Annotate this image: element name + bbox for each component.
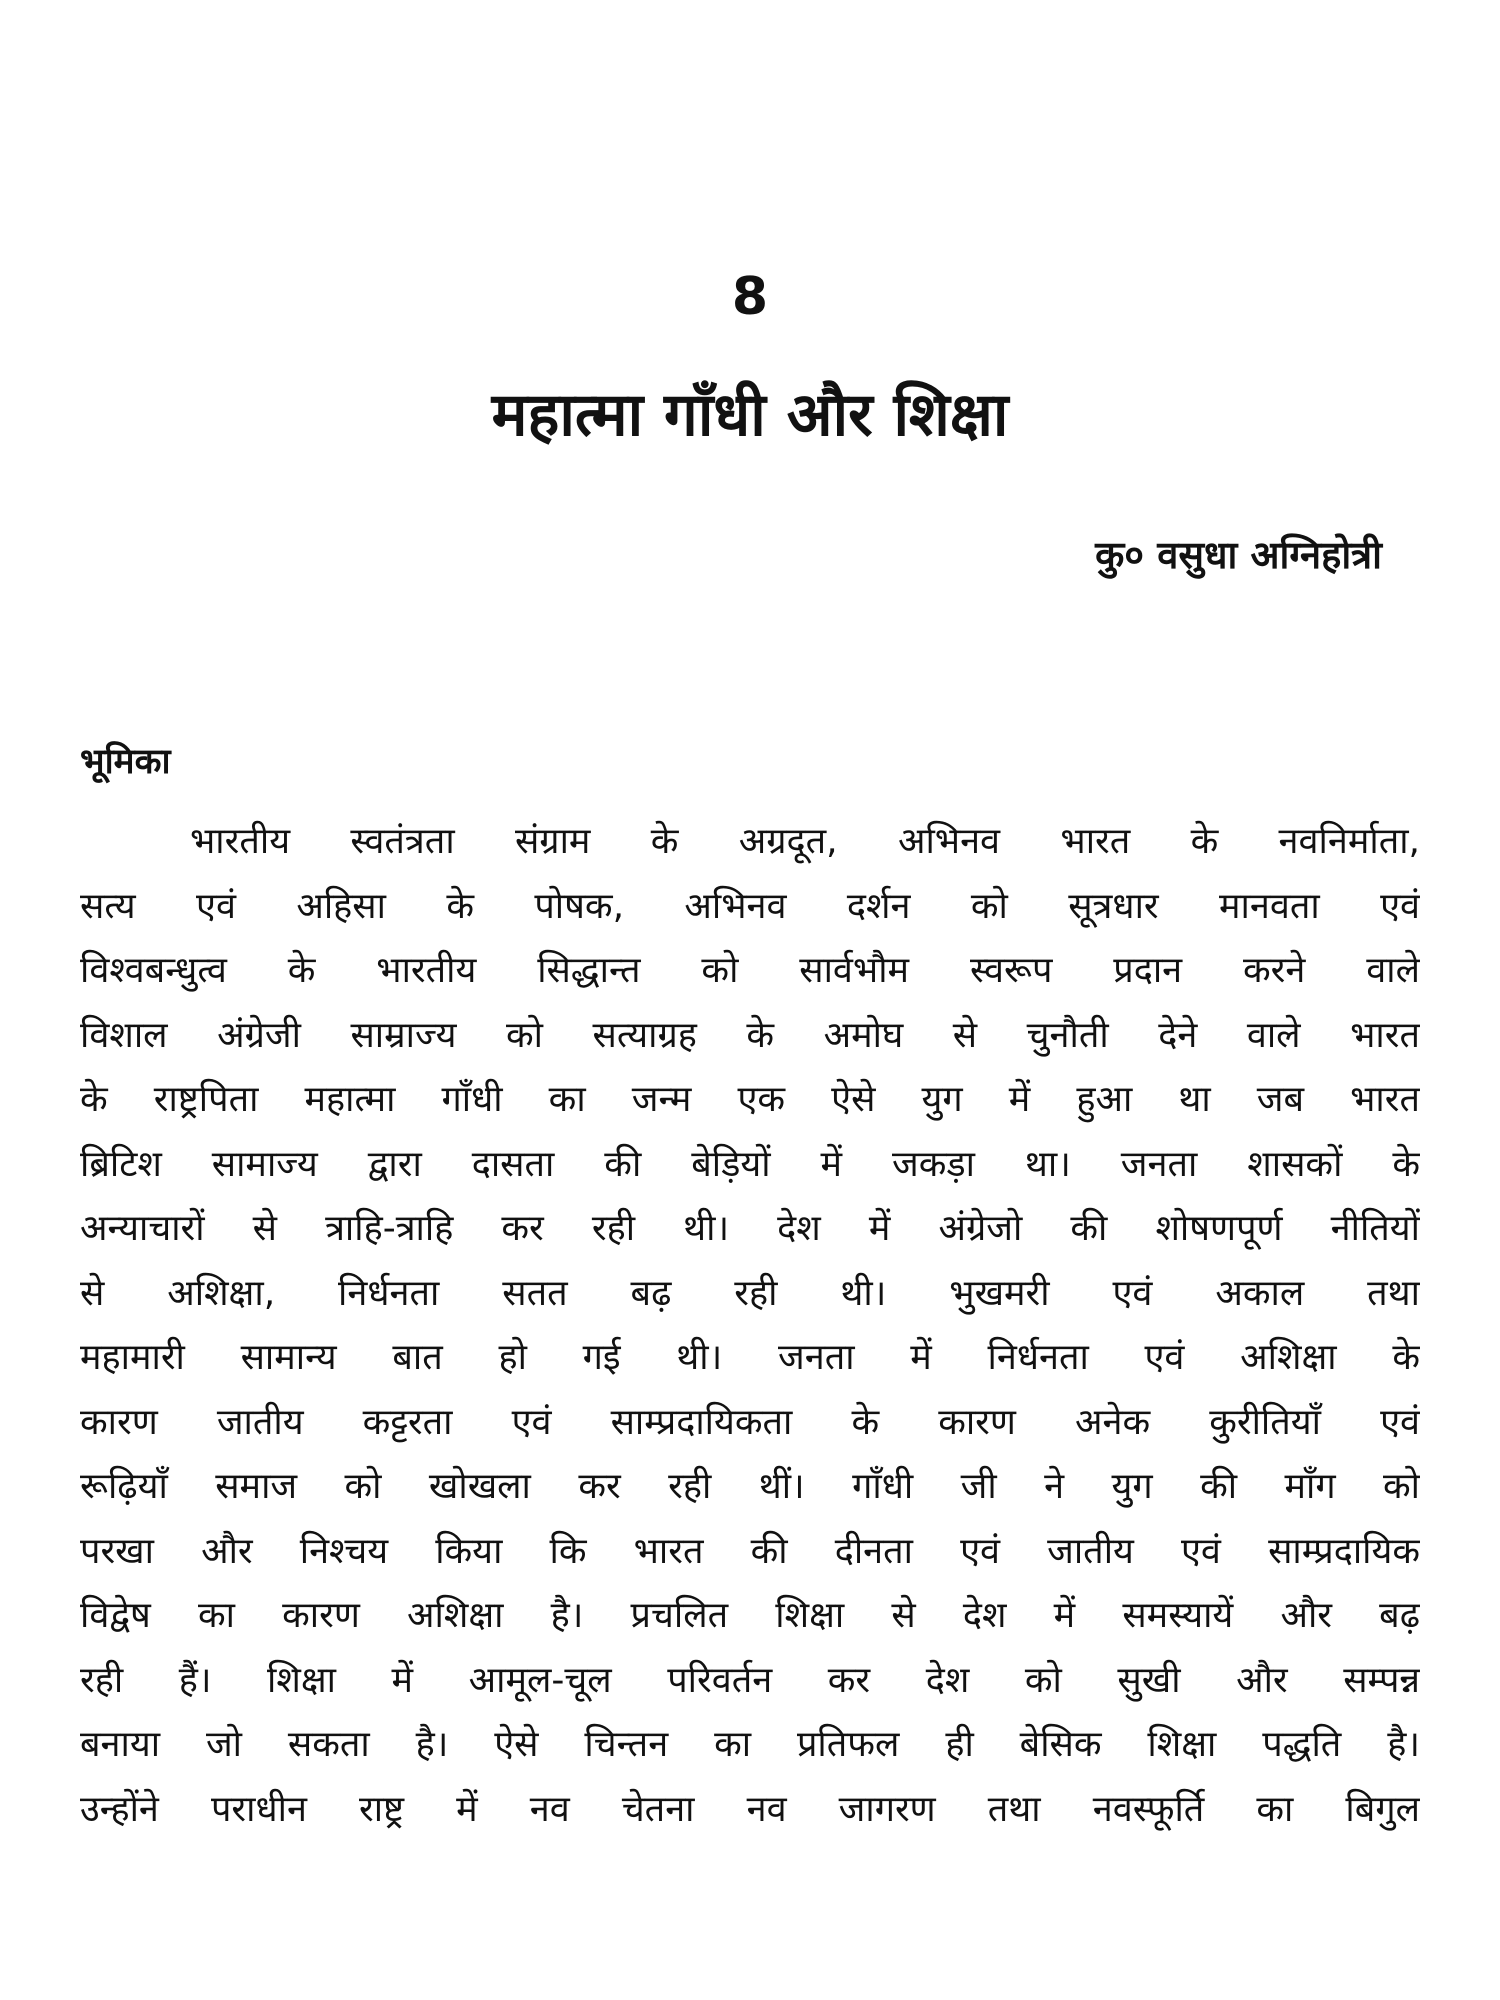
paragraph-line: रही हैं। शिक्षा में आमूल-चूल परिवर्तन कर देश को सुखी और सम्पन्न <box>80 1659 1420 1701</box>
paragraph-line: महामारी सामान्य बात हो गई थी। जनता में निर्धनता एवं अशिक्षा के <box>80 1337 1420 1378</box>
paragraph-line: विद्वेष का कारण अशिक्षा है। प्रचलित शिक्षा से देश में समस्यायें और बढ़ <box>80 1595 1420 1636</box>
paragraph-line: रूढ़ियाँ समाज को खोखला कर रही थीं। गाँधी जी ने युग की माँग को <box>80 1466 1420 1507</box>
paragraph-line: बनाया जो सकता है। ऐसे चिन्तन का प्रतिफल ही बेसिक शिक्षा पद्धति है। <box>80 1724 1420 1765</box>
paragraph-line: के राष्ट्रपिता महात्मा गाँधी का जन्म एक ऐसे युग में हुआ था जब भारत <box>80 1079 1420 1120</box>
chapter-number: 8 <box>731 267 769 327</box>
body-paragraph <box>80 810 1420 1842</box>
chapter-title: महात्मा गाँधी और शिक्षा <box>491 380 1009 450</box>
section-heading: भूमिका <box>80 742 171 782</box>
paragraph-line: सत्य एवं अहिसा के पोषक, अभिनव दर्शन को सूत्रधार मानवता एवं <box>80 885 1420 927</box>
paragraph-line: भारतीय स्वतंत्रता संग्राम के अग्रदूत, अभिनव भारत के नवनिर्माता, <box>190 821 1420 862</box>
paragraph-line: विशाल अंग्रेजी साम्राज्य को सत्याग्रह के अमोघ से चुनौती देने वाले भारत <box>80 1014 1420 1056</box>
paragraph-line: कारण जातीय कट्टरता एवं साम्प्रदायिकता के कारण अनेक कुरीतियाँ एवं <box>80 1401 1420 1443</box>
paragraph-line: उन्होंने पराधीन राष्ट्र में नव चेतना नव जागरण तथा नवस्फूर्ति का बिगुल <box>80 1788 1420 1830</box>
paragraph-line: ब्रिटिश सामाज्य द्वारा दासता की बेड़ियों में जकड़ा था। जनता शासकों के <box>80 1143 1420 1185</box>
paragraph-line: से अशिक्षा, निर्धनता सतत बढ़ रही थी। भुखमरी एवं अकाल तथा <box>80 1272 1420 1314</box>
author-name: कु० वसुधा अग्निहोत्री <box>1095 533 1382 577</box>
paragraph-line: परखा और निश्चय किया कि भारत की दीनता एवं जातीय एवं साम्प्रदायिक <box>80 1530 1420 1572</box>
paragraph-line: विश्वबन्धुत्व के भारतीय सिद्धान्त को सार्वभौम स्वरूप प्रदान करने वाले <box>80 950 1420 991</box>
paragraph-line: अन्याचारों से त्राहि-त्राहि कर रही थी। देश में अंग्रेजो की शोषणपूर्ण नीतियों <box>80 1208 1420 1249</box>
